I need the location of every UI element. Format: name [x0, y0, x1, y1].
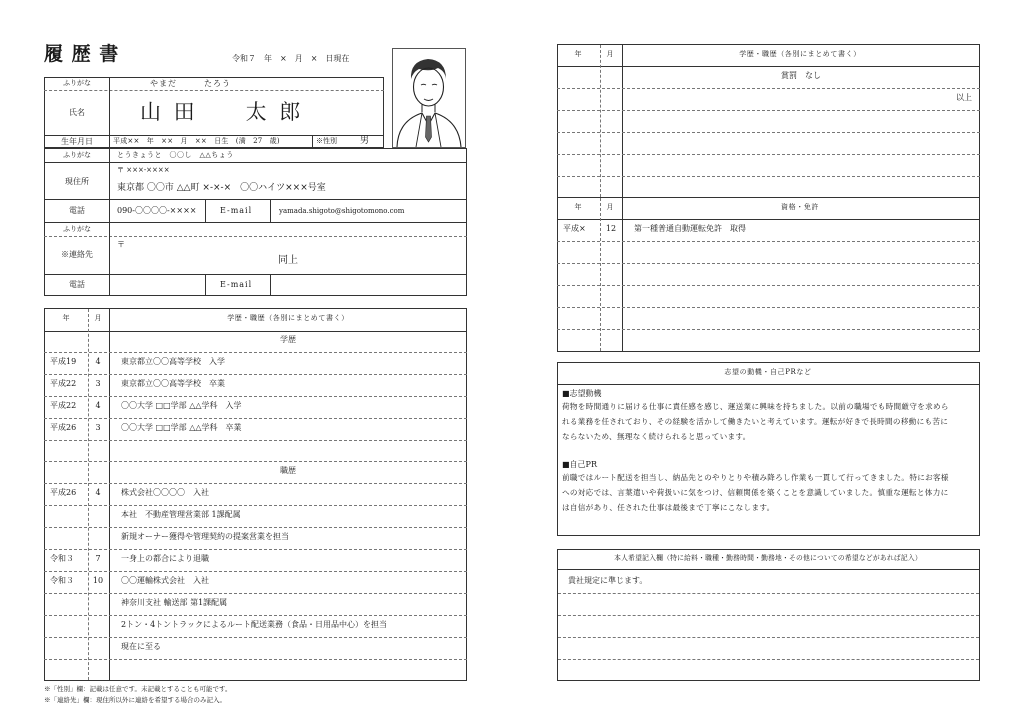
contact-email-label: E-mail	[220, 280, 253, 289]
history-row-divider	[44, 396, 467, 397]
history-row-text: 東京都立〇〇高等学校 入学	[121, 356, 225, 366]
history2-row-divider	[557, 154, 980, 155]
address-value: 東京都 〇〇市 △△町 ×-×-× 〇〇ハイツ×××号室	[117, 183, 326, 193]
history-row-divider	[44, 549, 467, 550]
furigana-value: やまだ たろう	[150, 79, 231, 88]
history-row-text: 2トン・4トントラックによるルート配送業務（食品・日用品中心）を担当	[121, 619, 388, 629]
history-row-divider	[44, 615, 467, 616]
history2-table	[557, 44, 980, 198]
history-row-text: 東京都立〇〇高等学校 卒業	[121, 378, 225, 388]
history2-row-divider	[557, 132, 980, 133]
history2-year-header: 年	[574, 50, 582, 58]
history2-row-divider	[557, 110, 980, 111]
history2-month-header: 月	[606, 50, 614, 58]
contact-furigana-label: ふりがな	[63, 225, 91, 233]
license-row-divider	[557, 285, 980, 286]
license-row-divider	[557, 329, 980, 330]
history-row-text: 〇〇運輸株式会社 入社	[121, 575, 209, 585]
motive-heading: ■志望動機	[562, 389, 602, 398]
history-row-text: 本社 不動産管理営業部 1課配属	[121, 510, 241, 520]
address-furigana-label: ふりがな	[63, 151, 91, 159]
wishes-box	[557, 549, 980, 681]
phone-label: 電話	[69, 206, 85, 215]
history-row-month: 10	[92, 575, 104, 585]
birth-value: 平成×× 年 ×× 月 ×× 日生 (満 27 歳)	[113, 137, 280, 145]
history-year-header: 年	[62, 314, 70, 322]
history2-row-text: 賞罰 なし	[781, 71, 821, 80]
history-row-text: 〇〇大学 □□学部 △△学科 卒業	[121, 422, 242, 432]
license-content-header: 資格・免許	[781, 203, 819, 211]
history-row-text: 株式会社〇〇〇〇 入社	[121, 488, 209, 498]
history-row-month: 4	[95, 356, 101, 366]
history2-content-header: 学歴・職歴（各別にまとめて書く）	[739, 50, 861, 58]
email-value: yamada.shigoto@shigotomono.com	[279, 207, 405, 215]
contact-value: 同上	[278, 255, 298, 266]
history-content-header: 学歴・職歴（各別にまとめて書く）	[227, 314, 349, 322]
history2-row-text: 以上	[956, 93, 972, 102]
motivation-header: 志望の動機・自己PRなど	[724, 368, 812, 376]
history-row-year: 平成26	[50, 488, 77, 498]
history-row-divider	[44, 527, 467, 528]
address-label: 現住所	[65, 177, 89, 186]
history-row-text: 学歴	[280, 334, 296, 344]
history-row-divider	[44, 374, 467, 375]
history-row-year: 平成22	[50, 378, 77, 388]
history-row-month: 4	[95, 488, 101, 498]
history-row-divider	[44, 440, 467, 441]
history-month-header: 月	[94, 314, 102, 322]
history-row-divider	[44, 352, 467, 353]
phone-value: 090-〇〇〇〇-××××	[117, 206, 197, 215]
history-row-year: 平成26	[50, 422, 77, 432]
pr-text: 前職ではルート配送を担当し、納品先とのやりとりや積み降ろし作業も一貫して行ってきました。特にお客様 への対応では、言葉遣いや荷扱いに気をつけ、信頼関係を築くことを意識していました。慎重な運転と体力に は自信があり、任された仕事は最後まで丁寧にこなします。	[562, 473, 949, 512]
contact-postal: 〒	[117, 240, 125, 249]
license-row-year: 平成×	[563, 224, 586, 233]
address-furigana-value: とうきょうと 〇〇し △△ちょう	[117, 151, 234, 159]
wishes-text: 貴社規定に準じます。	[568, 576, 648, 585]
history-row-divider	[44, 637, 467, 638]
history-row-year: 平成19	[50, 356, 77, 366]
history-row-text: 神奈川支社 輸送部 第1課配属	[121, 597, 228, 607]
history-row-divider	[44, 461, 467, 462]
history-row-divider	[44, 483, 467, 484]
license-row-divider	[557, 263, 980, 264]
history2-row-divider	[557, 176, 980, 177]
name-value: 山 田 太 郎	[140, 100, 304, 124]
sex-value: 男	[360, 136, 370, 146]
page-title: 履 歴 書	[44, 43, 120, 65]
history2-row-divider	[557, 88, 980, 89]
history-row-month: 3	[95, 378, 101, 388]
history-row-month: 7	[95, 553, 101, 563]
history-row-divider	[44, 571, 467, 572]
history-row-month: 3	[95, 422, 101, 432]
history-row-year: 令和３	[50, 553, 74, 563]
contact-label: ※連絡先	[61, 250, 93, 259]
license-row-month: 12	[605, 224, 617, 233]
sex-label: ※性別	[316, 137, 337, 145]
history-row-text: 新規オーナー獲得や管理契約の提案営業を担当	[121, 532, 289, 542]
contact-phone-label: 電話	[69, 280, 85, 289]
history-row-divider	[44, 505, 467, 506]
footnote-sex: ※「性別」欄：記載は任意です。未記載とすることも可能です。	[44, 685, 232, 693]
postal-code: 〒 ×××-××××	[117, 166, 170, 174]
history-row-divider	[44, 593, 467, 594]
history-row-year: 令和３	[50, 575, 74, 585]
furigana-label: ふりがな	[63, 79, 91, 87]
pr-heading: ■自己PR	[562, 460, 597, 469]
history-row-divider	[44, 418, 467, 419]
name-label: 氏名	[69, 108, 85, 117]
history-row-text: 一身上の都合により退職	[121, 553, 209, 563]
date-line: 令和７ 年 × 月 × 日現在	[232, 54, 350, 63]
history-row-year: 平成22	[50, 400, 77, 410]
birth-label: 生年月日	[61, 137, 93, 146]
footnote-contact: ※「連絡先」欄：現住所以外に連絡を希望する場合のみ記入。	[44, 696, 226, 704]
license-month-header: 月	[606, 203, 614, 211]
motive-text: 荷物を時間通りに届ける仕事に責任感を感じ、運送業に興味を持ちました。以前の職場でも時間厳守を求めら れる業務を任されており、その経験を活かして働きたいと考えています。運転が好きで長時間の移動にも苦に ならないため、無理なく続けられると思っています。	[562, 402, 949, 441]
history-row-text: 職歴	[280, 466, 296, 476]
license-year-header: 年	[574, 203, 582, 211]
email-label: E-mail	[220, 206, 253, 215]
license-row-text: 第一種普通自動運転免許 取得	[634, 224, 746, 233]
history-row-divider	[44, 659, 467, 660]
history-row-text: 〇〇大学 □□学部 △△学科 入学	[121, 400, 242, 410]
license-row-divider	[557, 307, 980, 308]
portrait-icon	[393, 49, 465, 147]
wishes-header: 本人希望記入欄（特に給料・職種・勤務時間・勤務地・その他についての希望などがあれば記入）	[614, 554, 922, 562]
history-row-month: 4	[95, 400, 101, 410]
photo-frame	[392, 48, 466, 148]
license-row-divider	[557, 241, 980, 242]
history-row-text: 現在に至る	[121, 641, 161, 651]
